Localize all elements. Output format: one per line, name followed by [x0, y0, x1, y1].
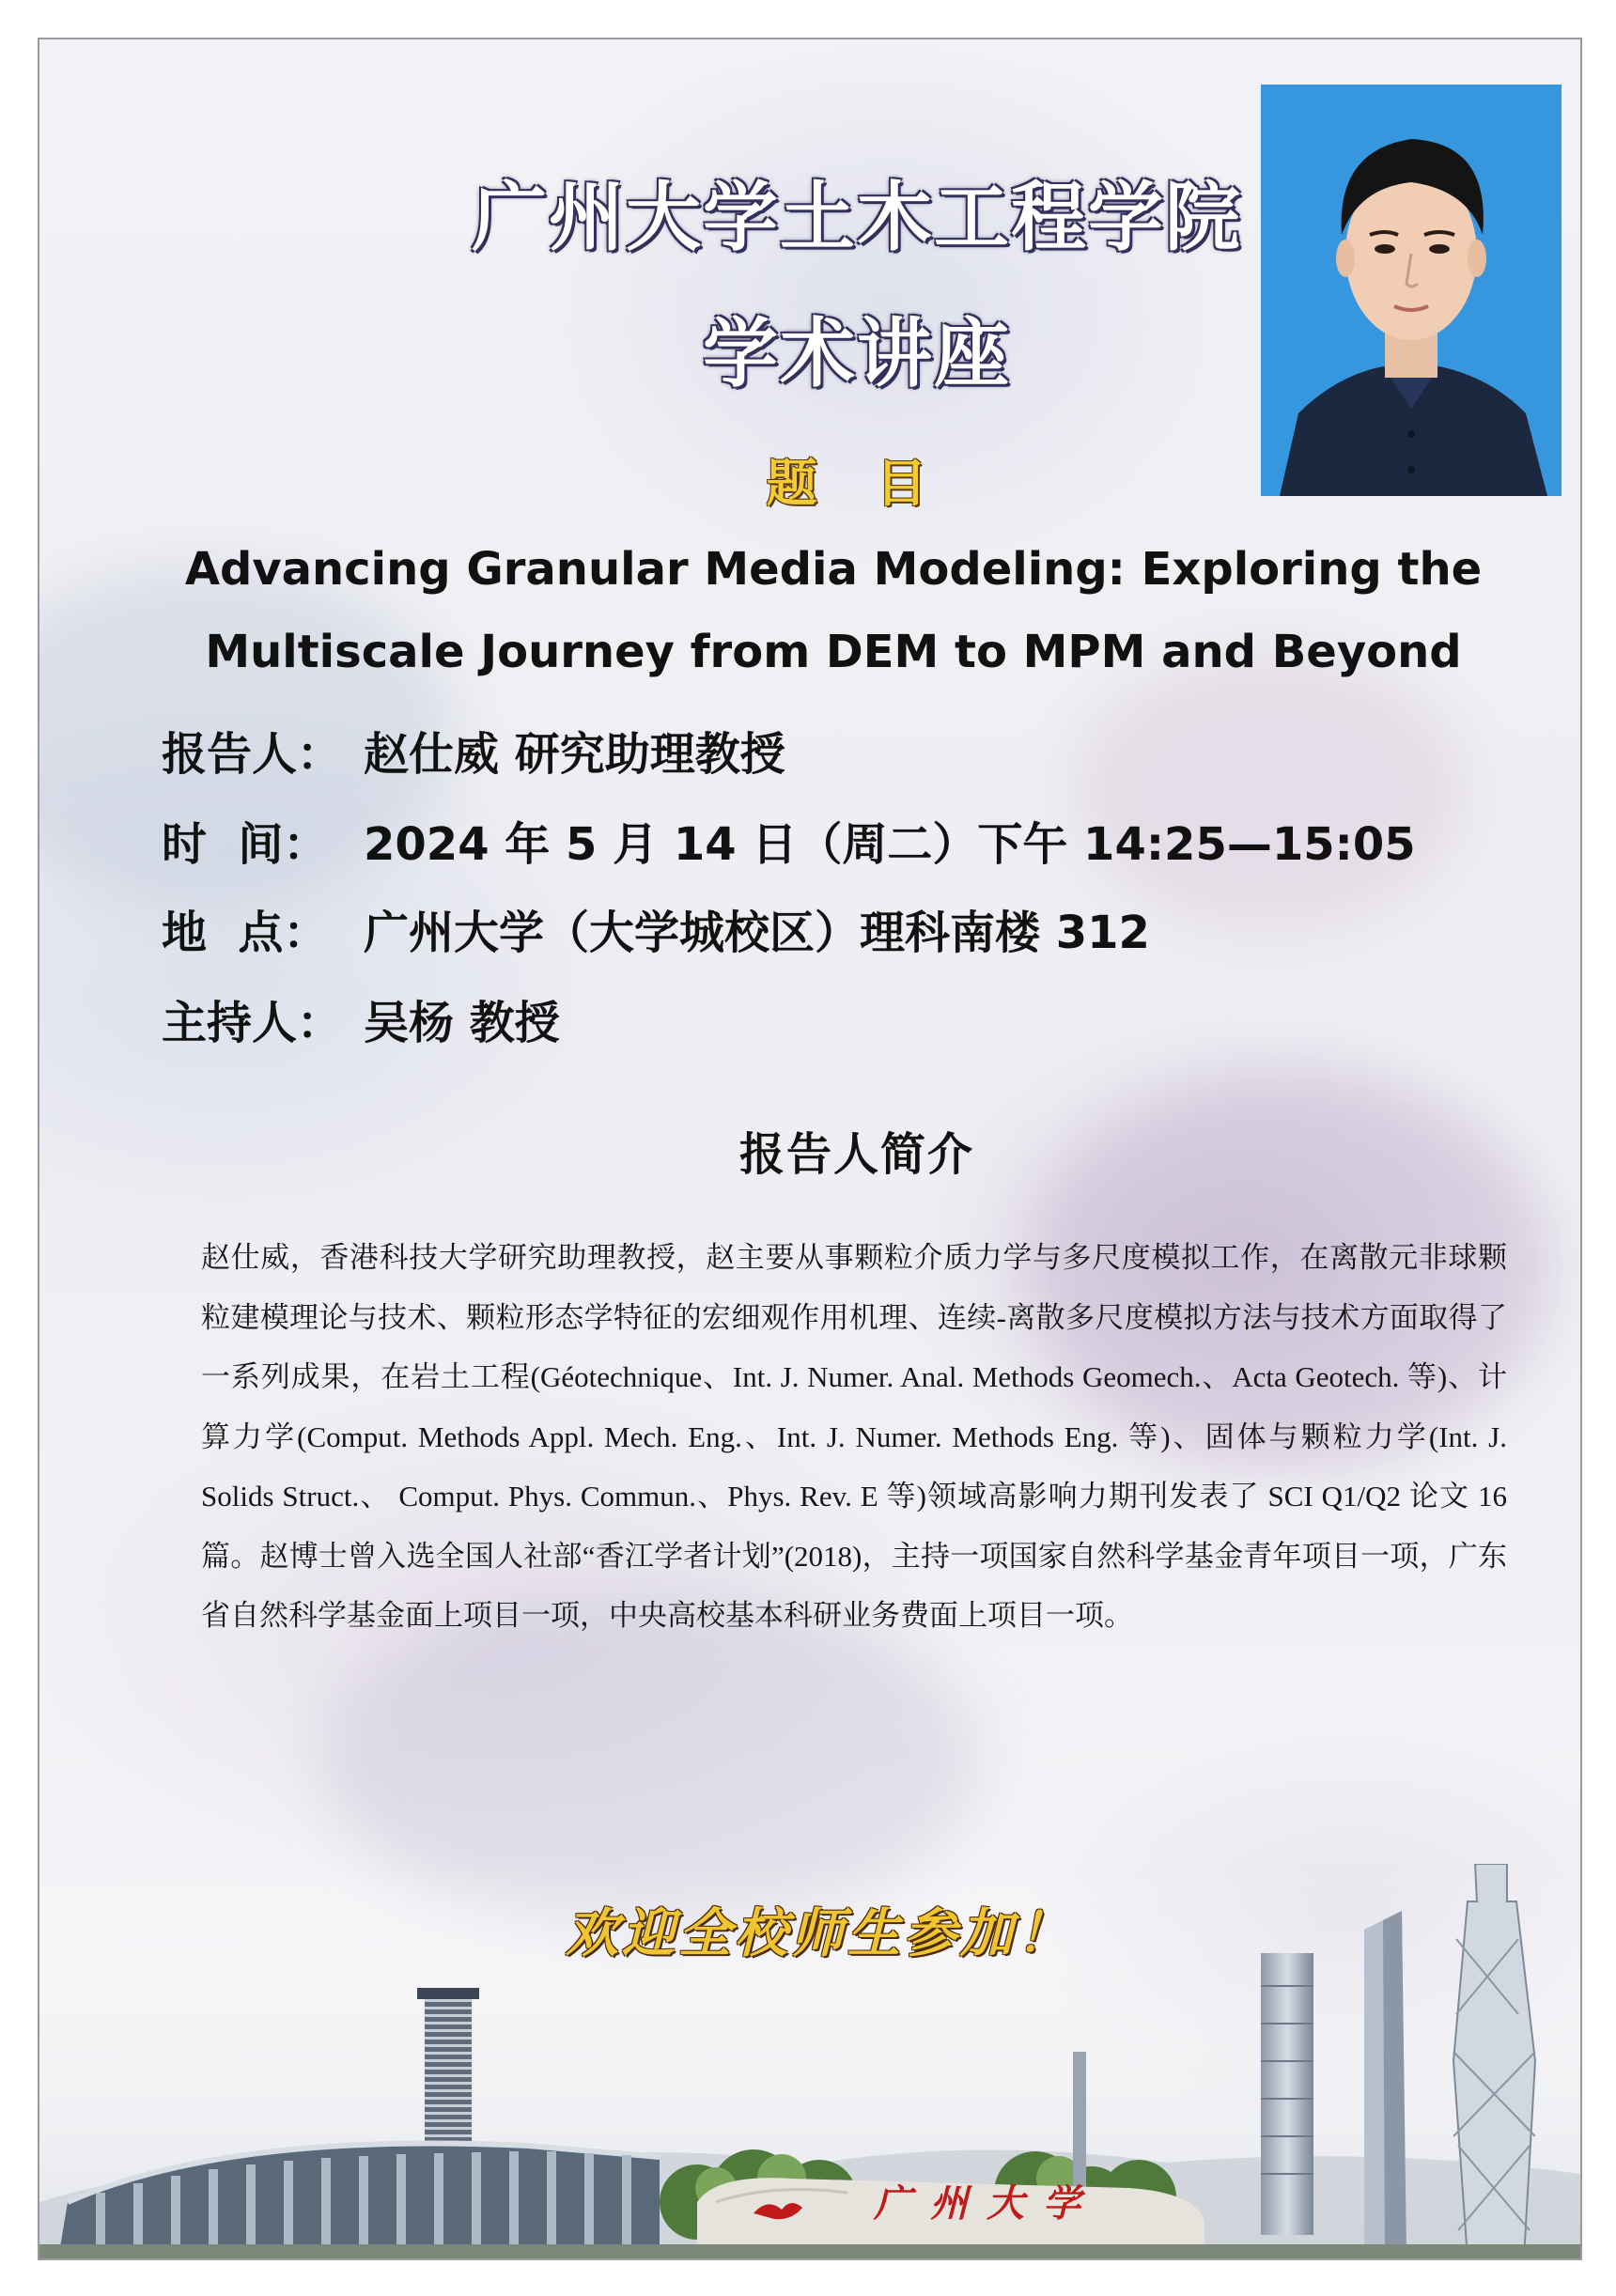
place-row: [162, 896, 1150, 961]
speaker-row: [162, 718, 785, 783]
topic-label: 题 目: [766, 454, 948, 513]
bio-paragraph: 赵仕威，香港科技大学研究助理教授，赵主要从事颗粒介质力学与多尺度模拟工作，在离散元非球颗粒建模理论与技术、颗粒形态学特征的宏细观作用机理、连续-离散多尺度模拟方法与技术方面取得了一系列成果，在岩土工程(Géotechnique、Int. J. Numer. Anal. Methods Geomech.、Acta Geotech. 等)、计算力学(Comput. Methods Appl. Mech. Eng.、Int. J. Numer. Methods Eng. 等)、固体与颗粒力学(Int. J. Solids Struct.、 Comput. Phys. Commun.、Phys. Rev. E 等)领域高影响力期刊发表了 SCI Q1/Q2 论文 16 篇。赵博士曾入选全国人社部“香江学者计划”(2018)，主持一项国家自然科学基金青年项目一项，广东省自然科学基金面上项目一项，中央高校基本科研业务费面上项目一项。: [201, 1241, 1507, 1632]
speaker-portrait-illustration: [1261, 85, 1562, 496]
host-label: 主持人：: [162, 997, 343, 1049]
place-value: 广州大学（大学城校区）理科南楼 312: [364, 907, 1150, 959]
poster: [38, 38, 1582, 2260]
speaker-label: 报告人：: [162, 728, 343, 781]
place-label: 地 点：: [162, 907, 329, 959]
campus-sign-text: 广州大学: [874, 2181, 1099, 2226]
time-row: [162, 808, 1416, 873]
speaker-value: 赵仕威 研究助理教授: [364, 728, 785, 781]
host-value: 吴杨 教授: [364, 997, 560, 1049]
talk-title: Advancing Granular Media Modeling: Exploring the Multiscale Journey from DEM to MPM and Beyond: [184, 543, 1483, 678]
time-value: 2024 年 5 月 14 日（周二）下午 14:25—15:05: [364, 818, 1416, 871]
host-row: [162, 986, 560, 1051]
time-label: 时 间：: [162, 818, 329, 871]
poster-title-line1: 广州大学土木工程学院: [472, 174, 1242, 261]
welcome-slogan: 欢迎全校师生参加！: [566, 1902, 1073, 1964]
poster-title-line2: 学术讲座: [703, 310, 1011, 397]
bio-heading: 报告人简介: [738, 1128, 974, 1181]
speaker-photo: [1261, 85, 1562, 496]
